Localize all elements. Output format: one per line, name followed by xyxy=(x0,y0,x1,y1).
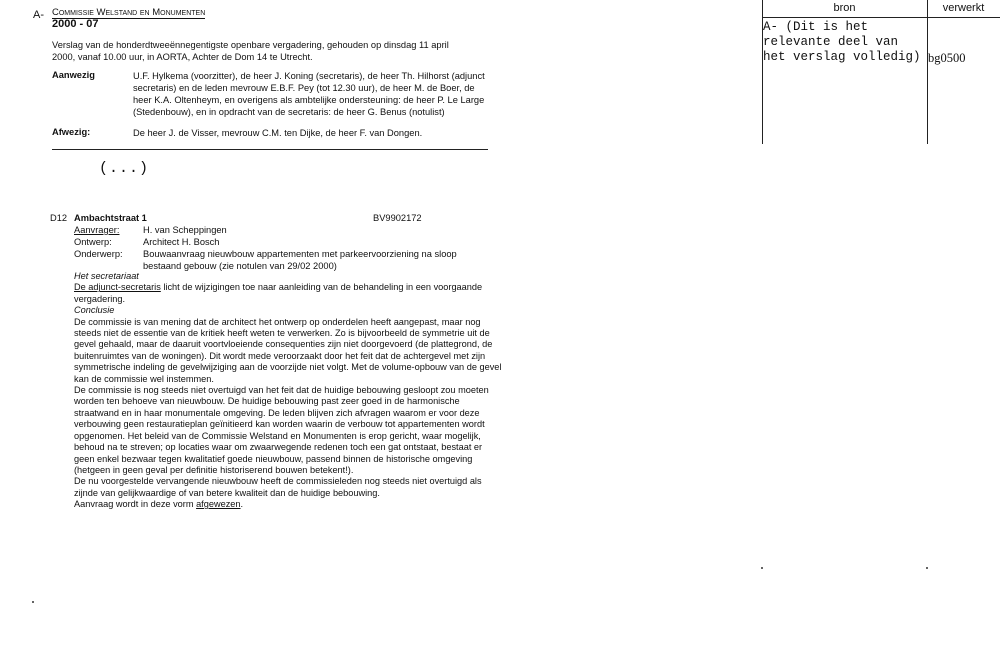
scan-speck xyxy=(926,567,928,569)
decision-line xyxy=(74,499,504,510)
header-divider xyxy=(52,149,488,150)
item-body xyxy=(74,271,504,511)
verwerkt-code: bg0500 xyxy=(928,51,966,65)
table-border-middle xyxy=(927,0,928,144)
scan-speck xyxy=(761,567,763,569)
conclusion-paragraph-3: De nu voorgestelde vervangende nieuwbouw heeft de commissieleden nog steeds niet overtuigd als zijnde van gelijkwaardige of van betere kwaliteit dan de huidige bebouwing. xyxy=(74,476,482,498)
field-value: Bouwaanvraag nieuwbouw appartementen met parkeervoorziening na sloop bestaand gebouw (zie notulen van 29/02 2000) xyxy=(143,249,457,271)
decision-prefix: Aanvraag wordt in deze vorm xyxy=(74,499,197,510)
secretariat-paragraph xyxy=(74,282,504,305)
field-label: Ontwerp: xyxy=(74,237,112,247)
conclusion-heading: Conclusie xyxy=(74,305,115,316)
field-value: Architect H. Bosch xyxy=(143,237,220,247)
section-marker: A- xyxy=(33,9,44,21)
decision-suffix: . xyxy=(240,499,244,510)
conclusion-paragraph-2: De commissie is nog steeds niet overtuigd van het feit dat de huidige bebouwing gesloopt zou moeten worden ten behoeve van nieuwbouw. De huidige bebouwing past zeer goed in de harmonische straatwand en in haar monumentale omgeving. De leden blijven zich afvragen waarom er voor deze verbouwing geen restauratieplan geïnitieerd kan worden waarin de verbouw tot appartementen wordt opgenomen. Het beleid van de Commissie Welstand en Monumenten is erop gericht, waar mogelijk, behoud na te streven; op locaties waar om zwaarwegende redenen toch een gat ontstaat, bestaat er geen enkel bezwaar tegen kwalitatief goede nieuwbouw, passend binnen de historische omgeving (hetgeen in geen geval per definitie historiserend bouwen betekent!). xyxy=(74,385,489,475)
bron-note: A- (Dit is het relevante deel van het verslag volledig) xyxy=(763,20,921,64)
column-header-verwerkt: verwerkt xyxy=(942,2,985,14)
conclusion-paragraph-1: De commissie is van mening dat de architect het ontwerp op onderdelen heeft aangepast, maar nog steeds niet de essentie van de kritiek heeft weten te verwerken. Zo is bijvoorbeeld de symmetrie uit de gevel gehaald, maar de daaruit voortvloeiende consequenties zijn niet doorgevoerd (de plattegrond, de buitenruimtes van de woningen). Dit wordt mede veroorzaakt door het feit dat de achtergevel met zijn symmetrische indeling de gevelwijziging aan de voorzijde niet volgt. Met de volume-opbouw van de gevel kan de commissie wel instemmen. xyxy=(74,316,502,384)
field-value: H. van Scheppingen xyxy=(143,225,227,235)
item-code: BV9902172 xyxy=(373,213,422,223)
table-header-rule xyxy=(762,17,1000,18)
field-label: Onderwerp: xyxy=(74,249,123,259)
present-members: U.F. Hylkema (voorzitter), de heer J. Koning (secretaris), de heer Th. Hilhorst (adjunct secretaris) en de leden mevrouw E.B.F. Pey (tot 12.30 uur), de heer M. de Boer, de heer K.A. Oltenheym, en overigens als ambtelijke ondersteuning: de heer P. Le Large (Stedenbouw), en in opdracht van de secretaris: de heer G. Benus (notulist) xyxy=(133,71,485,117)
item-number: D12 xyxy=(50,213,68,223)
absent-members: De heer J. de Visser, mevrouw C.M. ten Dijke, de heer F. van Dongen. xyxy=(133,128,423,138)
omission-ellipsis: (...) xyxy=(99,160,150,177)
field-label: Aanvrager: xyxy=(74,225,120,235)
present-label: Aanwezig xyxy=(52,70,95,80)
secretariat-text: licht de wijzigingen toe naar aanleiding van de behandeling in een voorgaande vergadering. xyxy=(74,282,483,304)
decision-value: afgewezen xyxy=(196,499,241,510)
column-header-bron: bron xyxy=(833,2,856,14)
meeting-intro: Verslag van de honderdtweeënnegentigste openbare vergadering, gehouden op dinsdag 11 april 2000, vanaf 10.00 uur, in AORTA, Achter de Dom 14 te Utrecht. xyxy=(52,40,449,62)
secretariat-heading: Het secretariaat xyxy=(74,271,139,281)
secretariat-subject: De adjunct-secretaris xyxy=(74,282,161,293)
organization-name: Commissie Welstand en Monumenten xyxy=(52,7,206,18)
item-title: Ambachtstraat 1 xyxy=(74,213,147,223)
absent-label: Afwezig: xyxy=(52,127,91,137)
report-period: 2000 - 07 xyxy=(52,18,99,30)
scan-speck xyxy=(32,601,34,603)
